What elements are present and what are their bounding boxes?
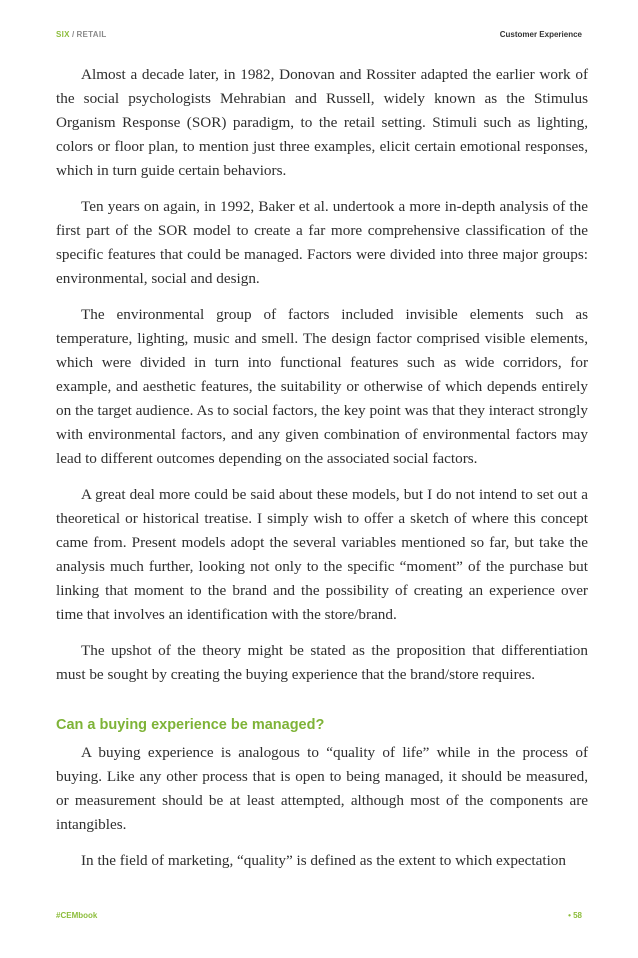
chapter-title: Customer Experience xyxy=(499,30,582,39)
hashtag: #CEMbook xyxy=(56,911,98,920)
body-text xyxy=(56,63,588,885)
paragraph: The upshot of the theory might be stated as the proposition that differentiation must be sought by creating the buying experience that the brand/store requires. xyxy=(56,642,588,683)
section-separator: / xyxy=(69,30,77,39)
section-subheading: Can a buying experience be managed? xyxy=(56,717,325,733)
running-footer xyxy=(56,911,582,920)
paragraph: A great deal more could be said about these models, but I do not intend to set out a theoretical or historical treatise. I simply wish to offer a sketch of where this concept came from. Present models adopt the several variables mentioned so far, but take the analysis much further, looking not only to the specific “moment” of the purchase but linking that moment to the brand and the possibility of creating an experience over time that involves an identification with the store/brand. xyxy=(56,486,588,623)
section-label xyxy=(56,30,107,39)
paragraph: In the field of marketing, “quality” is defined as the extent to which expectation xyxy=(81,852,566,869)
running-header xyxy=(56,30,582,39)
paragraph: Almost a decade later, in 1982, Donovan and Rossiter adapted the earlier work of the social psychologists Mehrabian and Russell, widely known as the Stimulus Organism Response (SOR) paradigm, to the retail setting. Stimuli such as lighting, colors or floor plan, to mention just three examples, elicit certain emotional responses, which in turn guide certain behaviors. xyxy=(56,66,588,179)
paragraph: A buying experience is analogous to “quality of life” while in the process of buying. Like any other process that is open to being managed, it should be measured, or measurement should be at least attempted, although most of the components are intangibles. xyxy=(56,744,588,833)
paragraph: The environmental group of factors included invisible elements such as temperature, lighting, music and smell. The design factor comprised visible elements, which were divided in turn into functional features such as wide corridors, for example, and aesthetic features, the suitability or otherwise of which depends entirely on the target audience. As to social factors, the key point was that they interact strongly with environmental factors, and any given combination of environmental factors may lead to different outcomes depending on the associated social factors. xyxy=(56,306,588,467)
page-number: • 58 xyxy=(568,911,582,920)
section-name: RETAIL xyxy=(76,30,107,39)
section-number: SIX xyxy=(56,30,70,39)
paragraph: Ten years on again, in 1992, Baker et al. undertook a more in-depth analysis of the first part of the SOR model to create a far more comprehensive classification of the specific features that could be managed. Factors were divided into three major groups: environmental, social and design. xyxy=(56,198,588,287)
